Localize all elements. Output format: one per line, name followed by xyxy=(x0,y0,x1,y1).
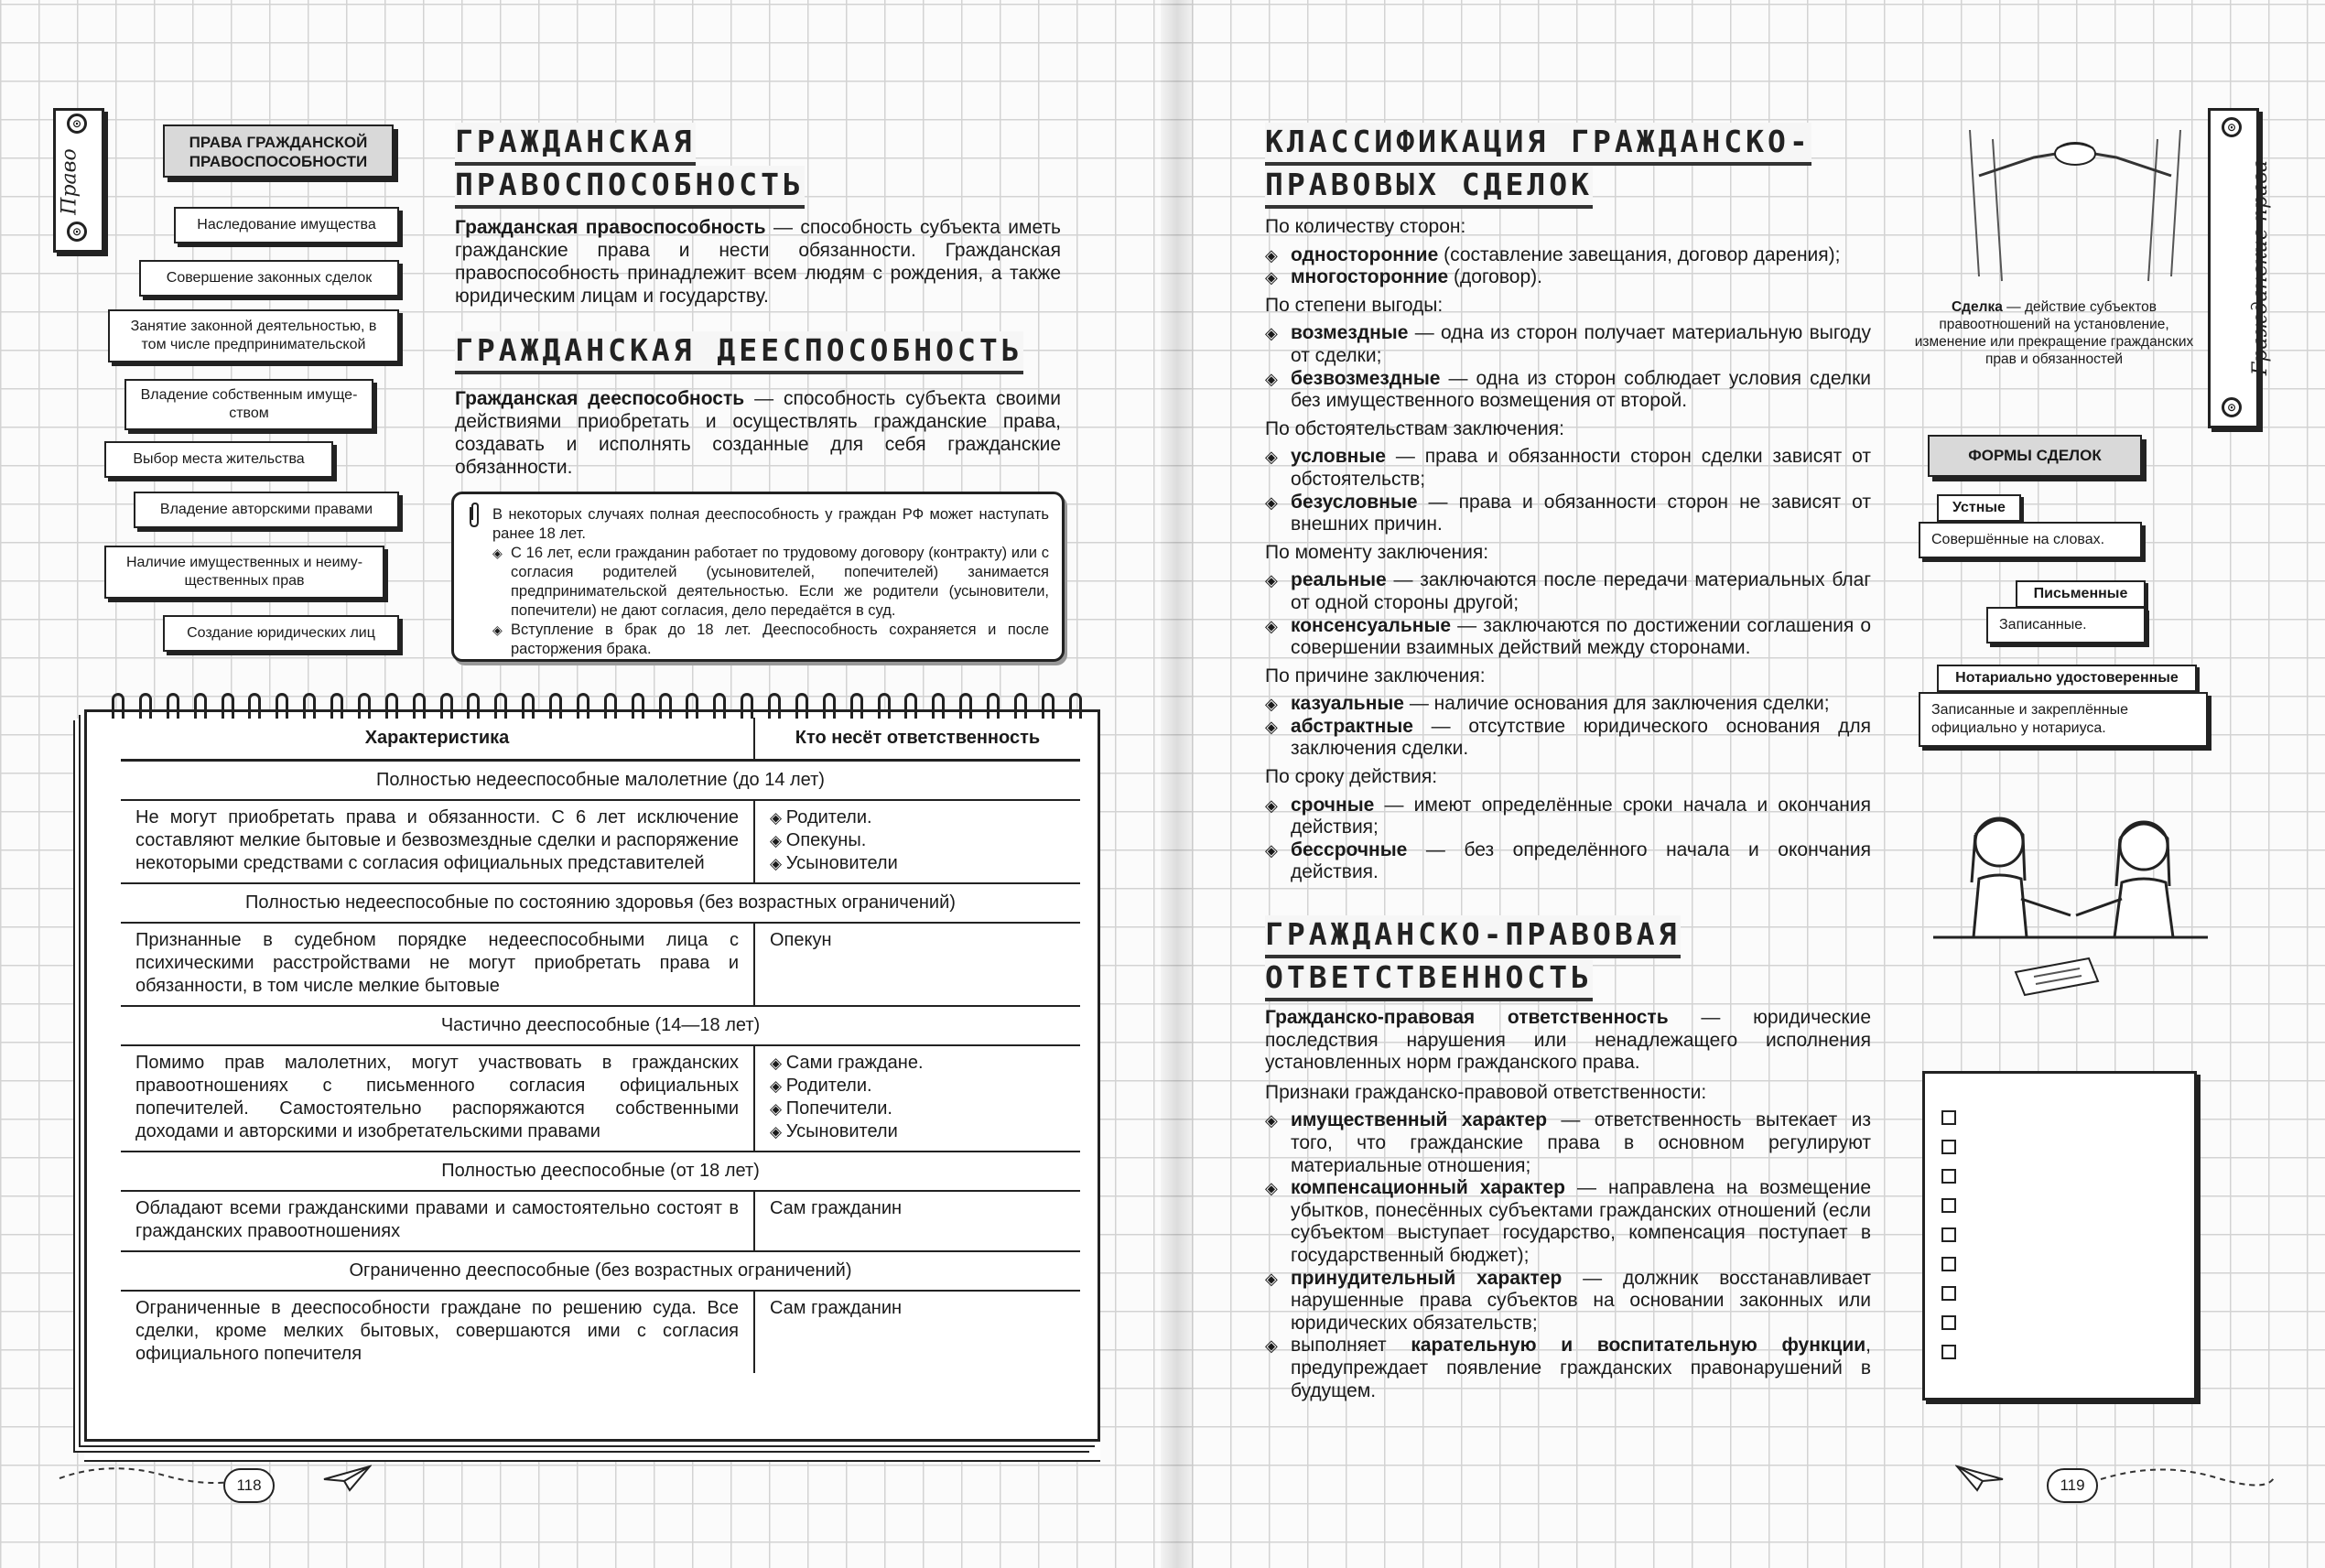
note-item: ◈ Вступление в брак до 18 лет. Дееспособность сохраняется и после расторжения брака. xyxy=(492,621,1049,659)
businesswomen-illustration xyxy=(1933,798,2208,1009)
note-box xyxy=(451,492,1065,662)
right-side-label: Гражданские права xyxy=(2249,159,2273,376)
heading-line: ГРАЖДАНСКАЯ xyxy=(455,123,696,166)
civil-capacity-definition xyxy=(455,216,1061,308)
heading-line: ОТВЕТСТВЕННОСТЬ xyxy=(1265,958,1593,1001)
liability-definition xyxy=(1265,1007,1871,1075)
rights-item: Создание юридических лиц xyxy=(163,615,399,652)
class-criterion: По причине заключения: xyxy=(1265,665,1486,687)
table-cell-who xyxy=(754,1291,1080,1373)
table-row xyxy=(121,923,1080,1006)
note-item: ◈ С 16 лет, если гражданин работает по трудовому договору (контракту) или с согласия родителей (усыновителей, попечителей) занимается предпринимательской деятельностью. Если же родители (усыновители, попечители) не дают согласия, дело передаётся в суд. xyxy=(492,544,1049,621)
form-label-notarized: Нотариально удостоверенные xyxy=(1937,665,2197,692)
classification-list xyxy=(1265,216,1871,884)
checkbox[interactable] xyxy=(1941,1315,1956,1330)
heading-classification xyxy=(1265,123,1811,209)
section-marker-icon: ⊙ xyxy=(67,114,87,134)
section-marker-icon: ⊙ xyxy=(67,222,87,242)
table-cell-desc: Помимо прав малолетних, могут участвовать в гражданских правоотношениях с письменного согласия официальных попечителей. Самостоятельно распоряжаются собственными доходами и авторскими и изобретательскими правами xyxy=(121,1045,754,1152)
notebook-table xyxy=(84,693,1100,1444)
rights-item: Наличие имущественных и неиму-щественных прав xyxy=(104,546,384,599)
who-item: ◈ Усыновители xyxy=(770,1120,1065,1143)
table-cell-who xyxy=(754,1045,1080,1152)
checkbox[interactable] xyxy=(1941,1140,1956,1154)
class-item: ◈ многосторонние (договор). xyxy=(1265,266,1871,289)
term: Гражданская дееспособность xyxy=(455,388,745,409)
paperclip-icon xyxy=(463,502,485,529)
table-group-row xyxy=(121,1152,1080,1191)
feature-item: ◈ выполняет карательную и воспитательную функции, предупреждает появление гражданских правонарушений в будущем. xyxy=(1265,1335,1871,1402)
form-label-oral: Устные xyxy=(1937,494,2021,522)
column-header: Кто несёт ответственность xyxy=(754,718,1080,761)
table-header-row xyxy=(121,718,1080,761)
column-header: Характеристика xyxy=(121,718,754,761)
checklist-card xyxy=(1922,1071,2197,1400)
who-item: ◈ Попечители. xyxy=(770,1098,1065,1120)
table-cell-desc: Признанные в судебном порядке недееспособными лица с психическими расстройствами не могут приобретать права и обязанности, в том числе мелкие бытовые xyxy=(121,923,754,1006)
who-item: ◈ Родители. xyxy=(770,1075,1065,1098)
class-item: ◈ безвозмездные — одна из сторон соблюдает условия сделки без имущественного возмещения от второй. xyxy=(1265,368,1871,413)
heading-liability xyxy=(1265,915,1681,1001)
table-cell-who xyxy=(754,923,1080,1006)
rights-item: Выбор места жительства xyxy=(104,441,333,478)
class-item: ◈ безусловные — права и обязанности сторон не зависят от внешних причин. xyxy=(1265,492,1871,536)
rights-item: Совершение законных сделок xyxy=(139,260,399,297)
definition: — способность субъекта иметь гражданские права и нести обязанности. Гражданская правоспособность принадлежит всем людям с рождения, а также юридическим лицам и государству. xyxy=(455,217,1061,307)
class-item: ◈ реальные — заключаются после передачи материальных благ от одной стороны другой; xyxy=(1265,569,1871,614)
form-label-written: Письменные xyxy=(2016,580,2146,608)
who-item: Опекун xyxy=(770,930,832,950)
rights-item: Занятие законной деятельностью, в том числе предпринимательской xyxy=(108,309,399,362)
heading-civil-capacity xyxy=(455,123,805,209)
who-item: ◈ Родители. xyxy=(770,806,1065,829)
definition: — действие субъектов правоотношений на установление, изменение или прекращение гражданских прав и обязанностей xyxy=(1914,299,2194,367)
class-item: ◈ возмездные — одна из сторон получает материальную выгоду от сделки; xyxy=(1265,322,1871,367)
term: Гражданская правоспособность xyxy=(455,217,766,238)
who-item: Сам гражданин xyxy=(770,1198,903,1218)
book-spine xyxy=(1161,0,1194,1568)
checkbox[interactable] xyxy=(1941,1286,1956,1301)
features-intro: Признаки гражданско-правовой ответственности: xyxy=(1265,1081,1707,1103)
class-item: ◈ односторонние (составление завещания, договор дарения); xyxy=(1265,244,1871,267)
who-item: Сам гражданин xyxy=(770,1298,903,1318)
table-cell-who xyxy=(754,800,1080,883)
table-cell-desc: Не могут приобретать права и обязанности. С 6 лет исключение составляют мелкие бытовые и безвозмездные сделки и распоряжение некоторыми средствами с согласия официальных представителей xyxy=(121,800,754,883)
liability-section xyxy=(1265,1007,1871,1402)
who-item: ◈ Усыновители xyxy=(770,852,1065,875)
table-group-row xyxy=(121,883,1080,923)
notebook-spiral xyxy=(112,693,1082,720)
table-row xyxy=(121,1191,1080,1251)
left-side-label: Право xyxy=(58,148,81,215)
feature-item: ◈ компенсационный характер — направлена на возмещение убытков, понесённых субъектами гражданских отношений (если субъектом выступает государство, компенсация поступает в государственный бюджет); xyxy=(1265,1177,1871,1267)
heading-legal-capacity xyxy=(455,331,1023,374)
term: Сделка xyxy=(1951,299,2003,315)
class-criterion: По сроку действия: xyxy=(1265,766,1438,788)
page-number: 119 xyxy=(2047,1468,2098,1503)
checkbox[interactable] xyxy=(1941,1110,1956,1125)
group-title: Полностью недееспособные по состоянию здоровья (без возрастных ограничений) xyxy=(121,883,1080,923)
class-item: ◈ казуальные — наличие основания для заключения сделки; xyxy=(1265,693,1871,716)
class-item: ◈ бессрочные — без определённого начала и окончания действия. xyxy=(1265,839,1871,884)
paper-plane-icon xyxy=(1955,1463,2005,1494)
forms-title: ФОРМЫ СДЕЛОК xyxy=(1928,435,2142,477)
term: Гражданско-правовая ответственность xyxy=(1265,1007,1669,1028)
class-item: ◈ срочные — имеют определённые сроки начала и окончания действия; xyxy=(1265,795,1871,839)
class-criterion: По моменту заключения: xyxy=(1265,541,1489,563)
checkbox[interactable] xyxy=(1941,1345,1956,1359)
class-item: ◈ абстрактные — отсутствие юридического основания для заключения сделки. xyxy=(1265,716,1871,761)
heading-line: ГРАЖДАНСКАЯ ДЕЕСПОСОБНОСТЬ xyxy=(455,331,1023,374)
who-item: ◈ Опекуны. xyxy=(770,829,1065,852)
legal-capacity-definition xyxy=(455,387,1061,479)
group-title: Полностью дееспособные (от 18 лет) xyxy=(121,1152,1080,1191)
class-criterion: По количеству сторон: xyxy=(1265,216,1466,237)
responsibility-table xyxy=(121,718,1080,1373)
heading-line: КЛАССИФИКАЦИЯ ГРАЖДАНСКО- xyxy=(1265,123,1811,166)
rights-item: Владение авторскими правами xyxy=(134,492,399,528)
form-desc: Записанные и закреплённые официально у нотариуса. xyxy=(1919,692,2208,747)
table-row xyxy=(121,1045,1080,1152)
heading-line: ГРАЖДАНСКО-ПРАВОВАЯ xyxy=(1265,915,1681,958)
definition: — способность субъекта своими действиями приобретать и осуществлять гражданские права, создавать и исполнять созданные для себя гражданские обязанности. xyxy=(455,388,1062,478)
who-item: ◈ Сами граждане. xyxy=(770,1052,1065,1075)
class-criterion: По степени выгоды: xyxy=(1265,294,1444,316)
dashed-flight-line xyxy=(2096,1459,2279,1496)
table-group-row xyxy=(121,1006,1080,1045)
group-title: Полностью недееспособные малолетние (до 14 лет) xyxy=(121,761,1080,801)
note-intro: В некоторых случаях полная дееспособность у граждан РФ может наступать ранее 18 лет. xyxy=(492,506,1049,542)
class-criterion: По обстоятельствам заключения: xyxy=(1265,417,1564,439)
class-item: ◈ условные — права и обязанности сторон сделки зависят от обстоятельств; xyxy=(1265,446,1871,491)
feature-item: ◈ имущественный характер — ответственность вытекает из того, что гражданские права в основном регулируют материальные отношения; xyxy=(1265,1109,1871,1177)
table-row xyxy=(121,800,1080,883)
checkbox[interactable] xyxy=(1941,1227,1956,1242)
checkbox[interactable] xyxy=(1941,1198,1956,1213)
checkbox[interactable] xyxy=(1941,1169,1956,1184)
deal-definition xyxy=(1913,298,2195,368)
table-group-row xyxy=(121,761,1080,801)
table-group-row xyxy=(121,1251,1080,1291)
group-title: Частично дееспособные (14—18 лет) xyxy=(121,1006,1080,1045)
feature-item: ◈ принудительный характер — должник восстанавливает нарушенные права субъектов на основании законных или юридических обязательств; xyxy=(1265,1268,1871,1336)
handshake-illustration xyxy=(1952,121,2199,286)
paper-plane-icon xyxy=(322,1463,372,1494)
form-desc: Совершённые на словах. xyxy=(1919,522,2142,558)
checkbox[interactable] xyxy=(1941,1257,1956,1271)
section-marker-icon: ⊙ xyxy=(2222,117,2242,137)
section-marker-icon: ⊙ xyxy=(2222,397,2242,417)
table-cell-who xyxy=(754,1191,1080,1251)
heading-line: ПРАВОСПОСОБНОСТЬ xyxy=(455,166,805,209)
table-cell-desc: Ограниченные в дееспособности граждане по решению суда. Все сделки, кроме мелких бытовых, совершаются ими с согласия официального попечителя xyxy=(121,1291,754,1373)
page-number: 118 xyxy=(223,1468,275,1503)
table-row xyxy=(121,1291,1080,1373)
rights-item: Владение собственным имуще-ством xyxy=(124,379,373,430)
class-item: ◈ консенсуальные — заключаются по достижении соглашения о совершении взаимных действий между сторонами. xyxy=(1265,615,1871,660)
rights-item: Наследование имущества xyxy=(174,207,399,243)
definition: — юридические последствия нарушения или ненадлежащего исполнения установленных норм гражданского права. xyxy=(1265,1007,1871,1074)
form-desc: Записанные. xyxy=(1986,607,2146,643)
group-title: Ограниченно дееспособные (без возрастных ограничений) xyxy=(121,1251,1080,1291)
rights-title: ПРАВА ГРАЖДАНСКОЙ ПРАВОСПОСОБНОСТИ xyxy=(163,124,394,178)
heading-line: ПРАВОВЫХ СДЕЛОК xyxy=(1265,166,1593,209)
table-cell-desc: Обладают всеми гражданскими правами и самостоятельно состоят в гражданских правоотношениях xyxy=(121,1191,754,1251)
